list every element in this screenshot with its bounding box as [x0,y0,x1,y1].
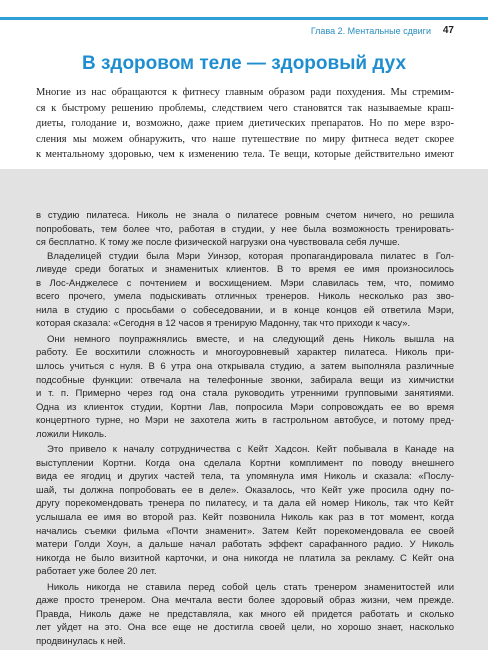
body-line: ливуде среди богатых и знаменитых клиентов. В то время ее имя произносилось [36,264,454,276]
body-line: Владелицей студии была Мэри Уинзор, которая пропагандировала пилатес в Гол- [47,250,454,262]
body-line: концертного турне, но Мэри не захотела жить в гастрольном автобусе, и потому пред- [36,415,454,427]
intro-line: сления мы можем обнаружить, что наше путешествие по миру фитнеса ведет скорее [36,133,454,145]
body-line: в студию пилатеса. Николь не знала о пилатесе ровным счетом ничего, но решила [36,210,454,221]
body-line: подсобные функции: отвечала на телефонные звонки, забирала вещи из химчистки [36,374,454,386]
body-line: продвинулась к ней. [36,635,126,647]
page-number: 47 [442,25,454,36]
body-line: матери Голди Хоун, а дальше начал работать эффект сарафанного радио. У Николь [36,539,454,551]
body-line: в Лос-Анджелесе с почтением и восхищением. Мэри славилась тем, что, помимо [36,277,454,289]
body-text [36,209,454,649]
body-line: шлось учиться с нуля. В 6 утра она открывала студию, а затем выполняла различные [36,361,454,373]
body-line: нила в студию с просьбами о собеседовании, и в конце концов ей ответила Мэри, [36,304,454,316]
intro-line: Многие из нас обращаются к фитнесу главным образом ради похудения. Мы стремим- [36,87,454,98]
body-line: вида ее ягодиц и других частей тела, та упомянула имя Николь и сказала: «Послу- [36,471,454,483]
body-line: начались съемки фильма «Почти знаменит». Затем Кейт порекомендовала ее своей [36,525,454,537]
running-head: Глава 2. Ментальные сдвиги [310,26,431,36]
body-line: Одна из клиенток студии, Кортни Лав, попросила Мэри сопровождать ее во время [36,401,454,413]
body-line: услышала ее имя во второй раз. Кейт позвонила Николь как раз в тот момент, когда [36,512,454,524]
intro-line: к ментальному здоровью, чем к изменению тела. Те вещи, которые действительно имеют [36,149,454,161]
body-line: Они немного поупражнялись вместе, и на следующий день Николь вышла на [47,333,454,345]
body-line: выступлении Кортни. Когда она сделала Кортни комплимент по поводу внешнего [36,457,454,469]
intro-line: диеты, голодание и, возможно, даже прием диетических препаратов. Но по мере взро- [36,118,454,130]
body-line: всего прочего, умела подыскивать отличных тренеров. Николь несколько раз зво- [36,291,454,303]
body-line: ложили Николь. [36,428,107,440]
body-line: даже просто тренером. Она мечтала вести более здоровый образ жизни, чем прежде. [36,595,454,607]
body-line: никогда не было визитной карточки, и она никогда не платила за рекламу. С Кейт она [36,552,454,564]
body-line: Правда, Николь даже не представляла, как много ей придется работать и сколько [36,608,454,620]
intro-line: ся к быстрому решению проблемы, следствием чего становятся так называемые краш- [36,102,454,114]
body-line: другу порекомендовать тренера по пилатесу, и та дала ей номер Николь, так что Кейт [36,498,454,510]
body-line: попробовать, тем более что, работая в студии, у нее была возможность тренировать- [36,223,454,235]
header-rule [0,17,488,20]
body-line: работу. Ее восхитили сложность и многоуровневый характер пилатеса. Николь при- [36,347,454,359]
body-line: шай, ты должна попробовать ее в деле». Оказалось, что Кейт уже просила одну по- [36,484,454,496]
body-line: Николь никогда не ставила перед собой цель стать тренером знаменитостей или [47,581,454,593]
body-line: лет уйдет на это. Она все еще не достигла своей цели, но хорошо знает, насколько [36,622,454,634]
body-line: ся бесплатно. К тому же после физической нагрузки она чувствовала себя лучше. [36,237,400,249]
intro-paragraph [36,85,454,163]
body-line: которая сказала: «Сегодня в 12 часов я тренирую Мадонну, так что приходи к часу». [36,318,411,330]
body-line: и т. п. Примерно через год она стала руководить утренними групповыми занятиями. [36,388,454,400]
body-line: Это привело к началу сотрудничества с Кейт Хадсон. Кейт побывала в Канаде на [47,444,454,456]
body-line: работает уже более 20 лет. [36,566,157,578]
section-title: В здоровом теле — здоровый дух [81,53,407,74]
